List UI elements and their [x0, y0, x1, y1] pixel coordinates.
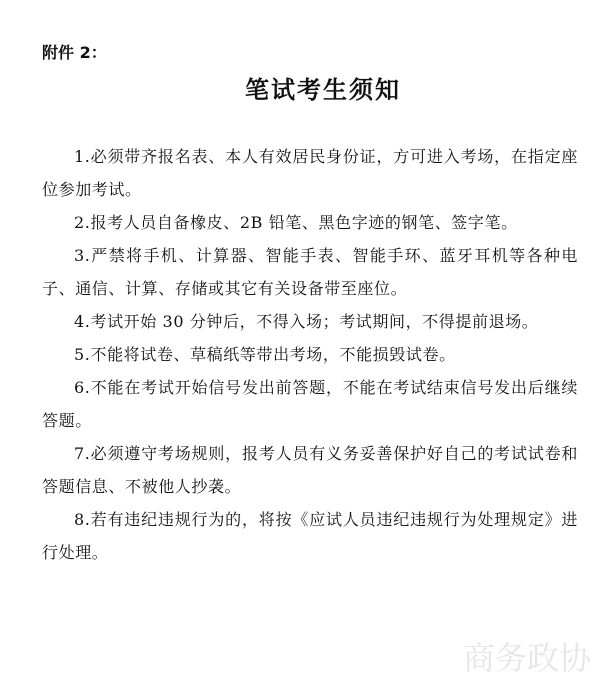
- rule-item: 2.报考人员自备橡皮、2B 铅笔、黑色字迹的钢笔、签字笔。: [74, 213, 518, 232]
- rule-item: 5.不能将试卷、草稿纸等带出考场，不能损毁试卷。: [74, 345, 456, 364]
- rule-item: 7.必须遵守考场规则，报考人员有义务妥善保护好自己的考试试卷和答题信息、不被他人抄袭。: [42, 444, 578, 496]
- rules-list: [42, 140, 578, 569]
- rule-item: 6.不能在考试开始信号发出前答题，不能在考试结束信号发出后继续答题。: [42, 378, 578, 430]
- document-title: 笔试考生须知: [245, 75, 401, 104]
- attachment-label: 附件 2：: [42, 43, 107, 62]
- rule-item: 3.严禁将手机、计算器、智能手表、智能手环、蓝牙耳机等各种电子、通信、计算、存储或其它有关设备带至座位。: [42, 246, 578, 298]
- rule-item: 1.必须带齐报名表、本人有效居民身份证，方可进入考场，在指定座位参加考试。: [42, 147, 578, 199]
- watermark-text: 商务政协: [462, 639, 592, 677]
- rule-item: 4.考试开始 30 分钟后，不得入场；考试期间，不得提前退场。: [74, 312, 539, 331]
- watermark: [452, 635, 602, 679]
- rule-item: 8.若有违纪违规行为的，将按《应试人员违纪违规行为处理规定》进行处理。: [42, 510, 578, 562]
